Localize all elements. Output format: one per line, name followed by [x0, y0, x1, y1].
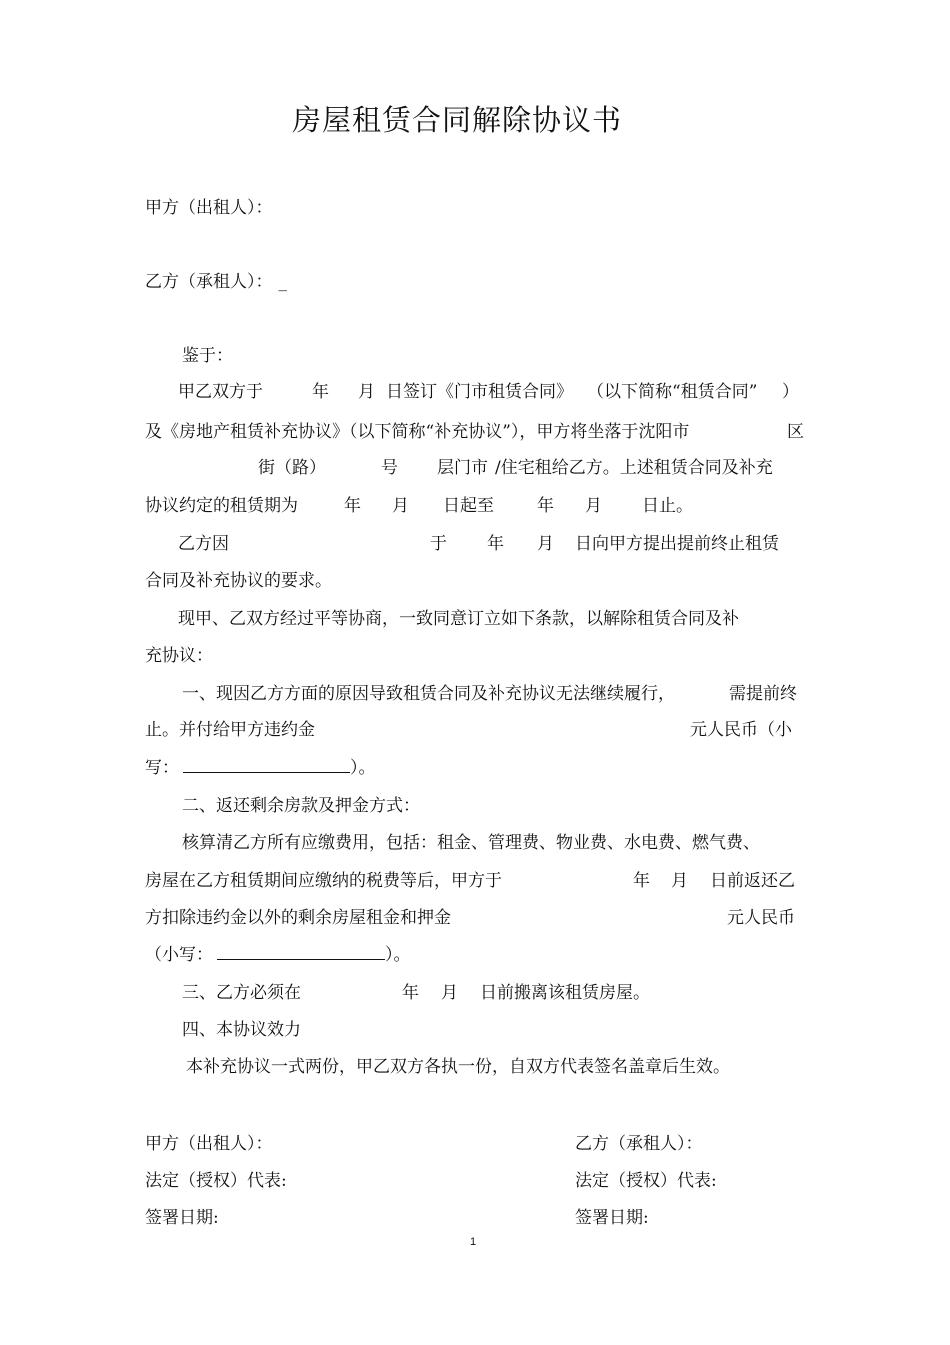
clause3-d: 日前搬离该租赁房屋。	[480, 983, 650, 1003]
clause2-line2-a: 房屋在乙方租赁期间应缴纳的税费等后，甲方于	[145, 871, 502, 891]
sign-date-b: 签署日期:	[575, 1208, 649, 1228]
p1-line4-month2: 月	[585, 496, 602, 516]
p1-line3-number: 号	[381, 458, 398, 478]
sign-rep-a: 法定（授权）代表:	[145, 1171, 287, 1191]
p2-line1-e: 日向甲方提出提前终止租赁	[575, 534, 779, 554]
p2-line1-year: 年	[487, 534, 504, 554]
clause2-line2-month: 月	[671, 871, 688, 891]
p2-line1-b: 于	[430, 534, 447, 554]
p1-line4-a: 协议约定的租赁期为	[145, 496, 298, 516]
clause2-line4-end: ）。	[385, 945, 411, 965]
sign-party-b: 乙方（承租人）：	[575, 1134, 703, 1154]
p1-line1-a: 甲乙双方于	[178, 382, 263, 402]
clause1-line2-b: 元人民币（小	[690, 720, 792, 740]
p1-line2-b: 区	[787, 422, 804, 442]
clause4-body: 本补充协议一式两份，甲乙双方各执一份，自双方代表签名盖章后生效。	[186, 1057, 730, 1077]
p1-line4-end: 日止。	[642, 496, 693, 516]
p1-line1-year: 年	[312, 382, 329, 402]
sign-party-a: 甲方（出租人）：	[145, 1134, 273, 1154]
clause1-line3	[145, 757, 376, 779]
sign-date-a: 签署日期:	[145, 1208, 219, 1228]
p1-line4-year2: 年	[537, 496, 554, 516]
clause3-year: 年	[402, 983, 419, 1003]
p1-line4-month: 月	[392, 496, 409, 516]
p1-line4-from: 日起至	[443, 496, 494, 516]
p2-line2: 合同及补充协议的要求。	[145, 571, 332, 591]
clause1-line3-label: 写：	[145, 758, 179, 778]
document-title: 房屋租赁合同解除协议书	[291, 103, 622, 137]
clause2-line4	[145, 944, 411, 966]
clause2-line2-year: 年	[633, 871, 650, 891]
clause2-line2-d: 日前返还乙	[710, 871, 795, 891]
page-number: 1	[470, 1236, 477, 1248]
p1-line4-year: 年	[344, 496, 361, 516]
p1-line3-street: 街（路）	[258, 458, 326, 478]
p1-line1-f: ）	[782, 382, 799, 402]
clause1-line2-a: 止。并付给甲方违约金	[145, 720, 315, 740]
party-a-label: 甲方（出租人）：	[145, 198, 273, 218]
p1-line3-floor: 层门市	[437, 458, 488, 478]
clause2-line1-a: 核算清乙方所有应缴费用，	[182, 833, 386, 853]
p1-line3-d: /住宅租给乙方。上述租赁合同及补充	[495, 458, 773, 478]
clause2-line1-b: 包括：租金、管理费、物业费、水电费、燃气费、	[386, 833, 760, 853]
clause1-line3-end: ）。	[350, 758, 376, 778]
p2-line1-a: 乙方因	[178, 534, 229, 554]
sign-rep-b: 法定（授权）代表:	[575, 1171, 717, 1191]
clause2-line3-b: 元人民币	[727, 908, 795, 928]
clause2-line3-a: 方扣除违约金以外的剩余房屋租金和押金	[145, 908, 451, 928]
p2-line1-month: 月	[537, 534, 554, 554]
p1-line1-e: （以下简称“租赁合同”	[587, 382, 758, 402]
p3-line2: 充协议：	[145, 646, 213, 666]
clause2-heading: 二、返还剩余房款及押金方式：	[182, 796, 420, 816]
party-b-label-text: 乙方（承租人）：	[145, 272, 273, 292]
clause3-a: 三、乙方必须在	[182, 983, 301, 1003]
p3-line1: 现甲、乙双方经过平等协商，一致同意订立如下条款，以解除租赁合同及补	[178, 609, 739, 629]
whereas-heading: 鉴于：	[182, 346, 233, 366]
p1-line1-month: 月	[358, 382, 375, 402]
penalty-amount-blank	[183, 758, 350, 773]
p1-line2-a: 及《房地产租赁补充协议》（以下简称“补充协议”），甲方将坐落于沈阳市	[145, 422, 690, 442]
clause4-heading: 四、本协议效力	[182, 1020, 301, 1040]
clause3-month: 月	[441, 983, 458, 1003]
clause1-line1-a: 一、现因乙方方面的原因导致租赁合同及补充协议无法继续履行，	[182, 684, 675, 704]
clause2-line4-label: （小写：	[145, 945, 213, 965]
clause1-line1-b: 需提前终	[729, 684, 797, 704]
refund-amount-blank	[217, 945, 385, 960]
party-b-blank: _	[278, 272, 287, 292]
party-b-label	[145, 271, 287, 293]
p1-line1-d: 日签订《门市租赁合同》	[386, 382, 573, 402]
